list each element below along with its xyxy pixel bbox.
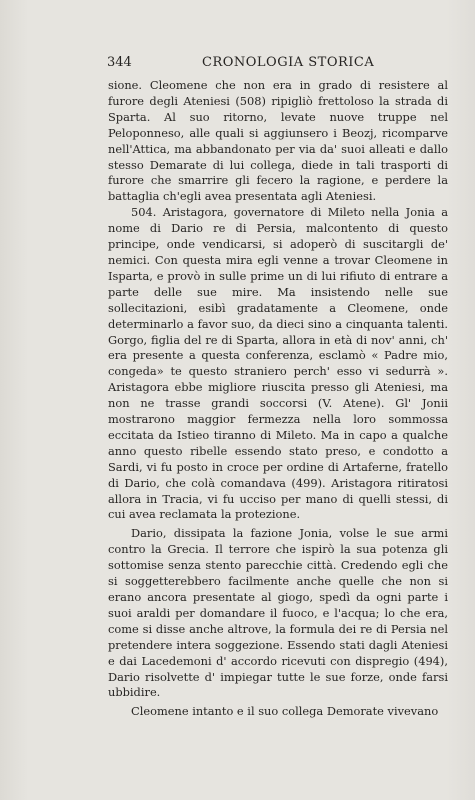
page-header xyxy=(107,55,449,75)
page-number: 344 xyxy=(107,55,132,70)
running-title: CRONOLOGIA STORICA xyxy=(202,55,375,70)
paragraph: sione. Cleomene che non era in grado di resistere al furore degli Ateniesi (508) ripigliò frettoloso la strada di Sparta. Al suo ritorno, levate nuove truppe nel Peloponneso, alle quali si aggiunsero i Beozj, ricomparve nell'Attica, ma abbandonato per via da' suoi alleati e dallo stesso Demarate di lui collega, diede in tali trasporti di furore che smarrire gli fecero la ragione, e perdere la battaglia ch'egli avea presentata agli Ateniesi. xyxy=(108,78,448,204)
text-body xyxy=(108,78,448,720)
paragraph: Cleomene intanto e il suo collega Demorate vivevano xyxy=(131,704,439,719)
paragraph: Dario, dissipata la fazione Jonia, volse le sue armi contro la Grecia. Il terrore che ispirò la sua potenza gli sottomise senza stento parecchie città. Credendo egli che si soggetterebbero facilmente anche quelle che non si erano ancora presentate al giogo, spedì da ogni parte i suoi araldi per domandare il fuoco, e l'acqua; lo che era, come si disse anche altrove, la formula dei re di Persia nel pretendere intera soggezione. Essendo stati dagli Ateniesi e dai Lacedemoni d' accordo ricevuti con dispregio (494), Dario risolvette d' impiegar tutte le sue forze, onde farsi ubbidire. xyxy=(108,526,448,700)
paragraph: 504. Aristagora, governatore di Mileto nella Jonia a nome di Dario re di Persia, malcontento di questo principe, onde vendicarsi, si adoperò di suscitargli de' nemici. Con questa mira egli venne a trovar Cleomene in Isparta, e provò in sulle prime un di lui rifiuto di entrare a parte delle sue mire. Ma insistendo nelle sue sollecitazioni, esibì gradatamente a Cleomene, onde determinarlo a favor suo, da dieci sino a cinquanta talenti. Gorgo, figlia del re di Sparta, allora in età di nov' anni, ch' era presente a questa conferenza, esclamò « Padre mio, congeda» te questo straniero perch' esso vi sedurrà ». Aristagora ebbe migliore riuscita presso gli Ateniesi, ma non ne trasse grandi soccorsi (V. Atene). Gl' Jonii mostrarono maggior fermezza nella loro sommossa eccitata da Istieo tiranno di Mileto. Ma in capo a qualche anno questo ribelle essendo stato preso, e condotto a Sardi, vi fu posto in croce per ordine di Artaferne, fratello di Dario, che colà comandava (499). Aristagora ritiratosi allora in Tracia, vi fu ucciso per mano di quelli stessi, di cui avea reclamata la protezione. xyxy=(108,205,448,522)
